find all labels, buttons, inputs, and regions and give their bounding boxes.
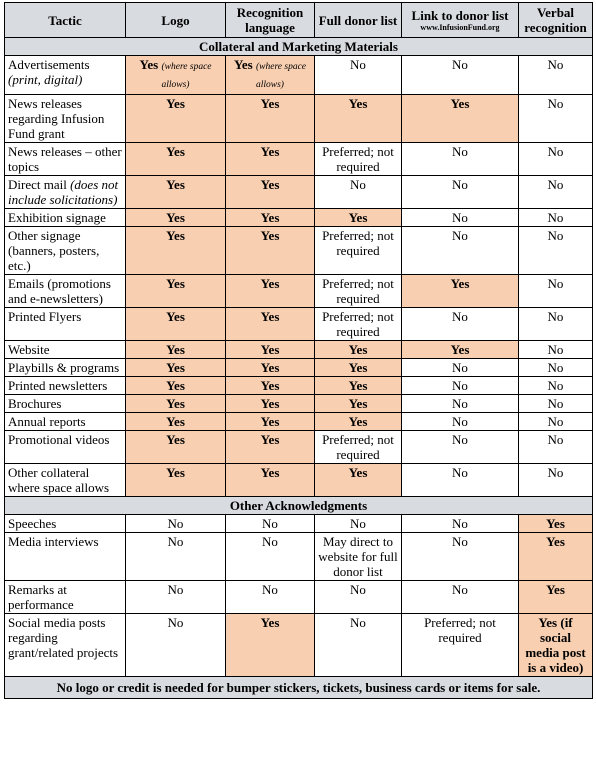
- link-donor-cell: No: [402, 533, 519, 581]
- header-link-label: Link to donor list: [411, 8, 509, 23]
- full-donor-cell: No: [315, 176, 402, 209]
- logo-cell: No: [126, 533, 226, 581]
- tactic-cell: Other collateral where space allows: [5, 464, 126, 497]
- full-donor-cell: Preferred; not required: [315, 431, 402, 464]
- recognition-value: Yes: [233, 57, 253, 72]
- verbal-cell: No: [519, 227, 593, 275]
- link-donor-cell: No: [402, 395, 519, 413]
- verbal-cell: No: [519, 209, 593, 227]
- verbal-cell: No: [519, 377, 593, 395]
- recognition-cell: Yes: [226, 227, 315, 275]
- full-donor-cell: Yes: [315, 341, 402, 359]
- recognition-cell: Yes: [226, 431, 315, 464]
- logo-cell: Yes: [126, 209, 226, 227]
- full-donor-cell: No: [315, 614, 402, 677]
- verbal-cell: No: [519, 413, 593, 431]
- tactic-note: (does not include solicitations): [8, 177, 119, 207]
- table-row: [5, 56, 593, 95]
- recognition-cell: No: [226, 581, 315, 614]
- logo-cell: Yes: [126, 359, 226, 377]
- recognition-cell: Yes: [226, 464, 315, 497]
- tactic-cell: Other signage (banners, posters, etc.): [5, 227, 126, 275]
- logo-cell: No: [126, 515, 226, 533]
- table-row: [5, 143, 593, 176]
- section-other: Other Acknowledgments: [5, 497, 593, 515]
- verbal-cell: Yes: [519, 581, 593, 614]
- full-donor-cell: Yes: [315, 395, 402, 413]
- full-donor-cell: May direct to website for full donor list: [315, 533, 402, 581]
- logo-cell: Yes: [126, 95, 226, 143]
- full-donor-cell: No: [315, 515, 402, 533]
- verbal-cell: No: [519, 176, 593, 209]
- tactic-cell: Brochures: [5, 395, 126, 413]
- recognition-cell: Yes: [226, 308, 315, 341]
- recognition-table: [4, 2, 593, 699]
- recognition-cell: No: [226, 515, 315, 533]
- tactic-cell: Speeches: [5, 515, 126, 533]
- link-donor-cell: Yes: [402, 275, 519, 308]
- table-row: [5, 176, 593, 209]
- tactic-cell: Remarks at performance: [5, 581, 126, 614]
- full-donor-cell: Yes: [315, 95, 402, 143]
- table-row: [5, 581, 593, 614]
- recognition-cell: Yes: [226, 359, 315, 377]
- logo-cell: Yes: [126, 341, 226, 359]
- verbal-cell: Yes: [519, 533, 593, 581]
- link-donor-cell: No: [402, 581, 519, 614]
- logo-cell: Yes: [126, 395, 226, 413]
- recognition-cell: Yes: [226, 377, 315, 395]
- link-donor-cell: No: [402, 56, 519, 95]
- logo-cell: Yes: [126, 176, 226, 209]
- logo-note: (where space allows): [161, 62, 212, 90]
- table-row: [5, 515, 593, 533]
- link-donor-cell: No: [402, 176, 519, 209]
- table-row: [5, 614, 593, 677]
- full-donor-cell: No: [315, 581, 402, 614]
- tactic-cell: Playbills & programs: [5, 359, 126, 377]
- full-donor-cell: Preferred; not required: [315, 275, 402, 308]
- tactic-cell: Social media posts regarding grant/related projects: [5, 614, 126, 677]
- table-row: [5, 395, 593, 413]
- footer-row: [5, 677, 593, 699]
- header-full-donor-list: Full donor list: [315, 3, 402, 38]
- logo-cell: Yes: [126, 308, 226, 341]
- logo-cell: Yes: [126, 413, 226, 431]
- tactic-cell: News releases regarding Infusion Fund grant: [5, 95, 126, 143]
- verbal-cell: No: [519, 143, 593, 176]
- recognition-cell: Yes: [226, 143, 315, 176]
- logo-cell: Yes: [126, 275, 226, 308]
- recognition-cell: Yes: [226, 209, 315, 227]
- link-donor-cell: No: [402, 377, 519, 395]
- logo-value: Yes: [139, 57, 159, 72]
- tactic-cell: News releases – other topics: [5, 143, 126, 176]
- link-donor-cell: No: [402, 431, 519, 464]
- full-donor-cell: Yes: [315, 377, 402, 395]
- recognition-cell: Yes: [226, 275, 315, 308]
- full-donor-cell: Yes: [315, 209, 402, 227]
- recognition-cell: Yes: [226, 614, 315, 677]
- logo-cell: No: [126, 581, 226, 614]
- recognition-cell: Yes: [226, 395, 315, 413]
- recognition-cell: Yes: [226, 95, 315, 143]
- table-row: [5, 431, 593, 464]
- verbal-cell: No: [519, 275, 593, 308]
- header-tactic: Tactic: [5, 3, 126, 38]
- tactic-cell: [5, 176, 126, 209]
- recognition-note: (where space allows): [255, 62, 307, 90]
- section-row: [5, 497, 593, 515]
- full-donor-cell: Preferred; not required: [315, 143, 402, 176]
- verbal-cell: No: [519, 341, 593, 359]
- logo-cell: Yes: [126, 431, 226, 464]
- verbal-cell: No: [519, 359, 593, 377]
- link-donor-cell: Yes: [402, 341, 519, 359]
- verbal-cell: No: [519, 431, 593, 464]
- table-row: [5, 275, 593, 308]
- table-row: [5, 227, 593, 275]
- tactic-cell: Media interviews: [5, 533, 126, 581]
- verbal-cell: No: [519, 395, 593, 413]
- tactic-cell: Promotional videos: [5, 431, 126, 464]
- link-donor-cell: No: [402, 413, 519, 431]
- link-donor-cell: No: [402, 515, 519, 533]
- tactic-cell: Emails (promotions and e-newsletters): [5, 275, 126, 308]
- full-donor-cell: Yes: [315, 359, 402, 377]
- verbal-cell: Yes (if social media post is a video): [519, 614, 593, 677]
- table-row: [5, 533, 593, 581]
- link-donor-cell: Preferred; not required: [402, 614, 519, 677]
- link-donor-cell: No: [402, 143, 519, 176]
- recognition-cell: [226, 56, 315, 95]
- tactic-label: Direct mail: [8, 177, 67, 192]
- link-donor-cell: Yes: [402, 95, 519, 143]
- logo-cell: Yes: [126, 143, 226, 176]
- header-recognition-language: Recognition language: [226, 3, 315, 38]
- logo-cell: Yes: [126, 227, 226, 275]
- verbal-cell: No: [519, 308, 593, 341]
- full-donor-cell: Yes: [315, 464, 402, 497]
- table-row: [5, 95, 593, 143]
- logo-cell: Yes: [126, 377, 226, 395]
- full-donor-cell: Preferred; not required: [315, 227, 402, 275]
- link-donor-cell: No: [402, 227, 519, 275]
- link-donor-cell: No: [402, 308, 519, 341]
- tactic-cell: Exhibition signage: [5, 209, 126, 227]
- tactic-cell: [5, 56, 126, 95]
- table-row: [5, 359, 593, 377]
- recognition-cell: No: [226, 533, 315, 581]
- full-donor-cell: Yes: [315, 413, 402, 431]
- table-row: [5, 209, 593, 227]
- tactic-cell: Annual reports: [5, 413, 126, 431]
- link-donor-cell: No: [402, 464, 519, 497]
- table-row: [5, 341, 593, 359]
- verbal-cell: No: [519, 56, 593, 95]
- logo-cell: No: [126, 614, 226, 677]
- header-verbal-recognition: Verbal recognition: [519, 3, 593, 38]
- tactic-note: (print, digital): [8, 72, 83, 87]
- header-row: [5, 3, 593, 38]
- header-link-to-donor-list: [402, 3, 519, 38]
- verbal-cell: No: [519, 464, 593, 497]
- tactic-cell: Printed Flyers: [5, 308, 126, 341]
- footer-note: No logo or credit is needed for bumper stickers, tickets, business cards or items for sale.: [5, 677, 593, 699]
- section-row: [5, 38, 593, 56]
- verbal-cell: No: [519, 95, 593, 143]
- table-row: [5, 308, 593, 341]
- header-logo: Logo: [126, 3, 226, 38]
- verbal-cell: Yes: [519, 515, 593, 533]
- full-donor-cell: Preferred; not required: [315, 308, 402, 341]
- table-row: [5, 413, 593, 431]
- link-donor-cell: No: [402, 209, 519, 227]
- logo-cell: Yes: [126, 464, 226, 497]
- header-link-url: www.InfusionFund.org: [420, 23, 500, 32]
- recognition-cell: Yes: [226, 341, 315, 359]
- table-row: [5, 464, 593, 497]
- link-donor-cell: No: [402, 359, 519, 377]
- tactic-cell: Website: [5, 341, 126, 359]
- recognition-cell: Yes: [226, 413, 315, 431]
- tactic-label: Advertisements: [8, 57, 90, 72]
- section-collateral: Collateral and Marketing Materials: [5, 38, 593, 56]
- table-row: [5, 377, 593, 395]
- recognition-cell: Yes: [226, 176, 315, 209]
- full-donor-cell: No: [315, 56, 402, 95]
- logo-cell: [126, 56, 226, 95]
- tactic-cell: Printed newsletters: [5, 377, 126, 395]
